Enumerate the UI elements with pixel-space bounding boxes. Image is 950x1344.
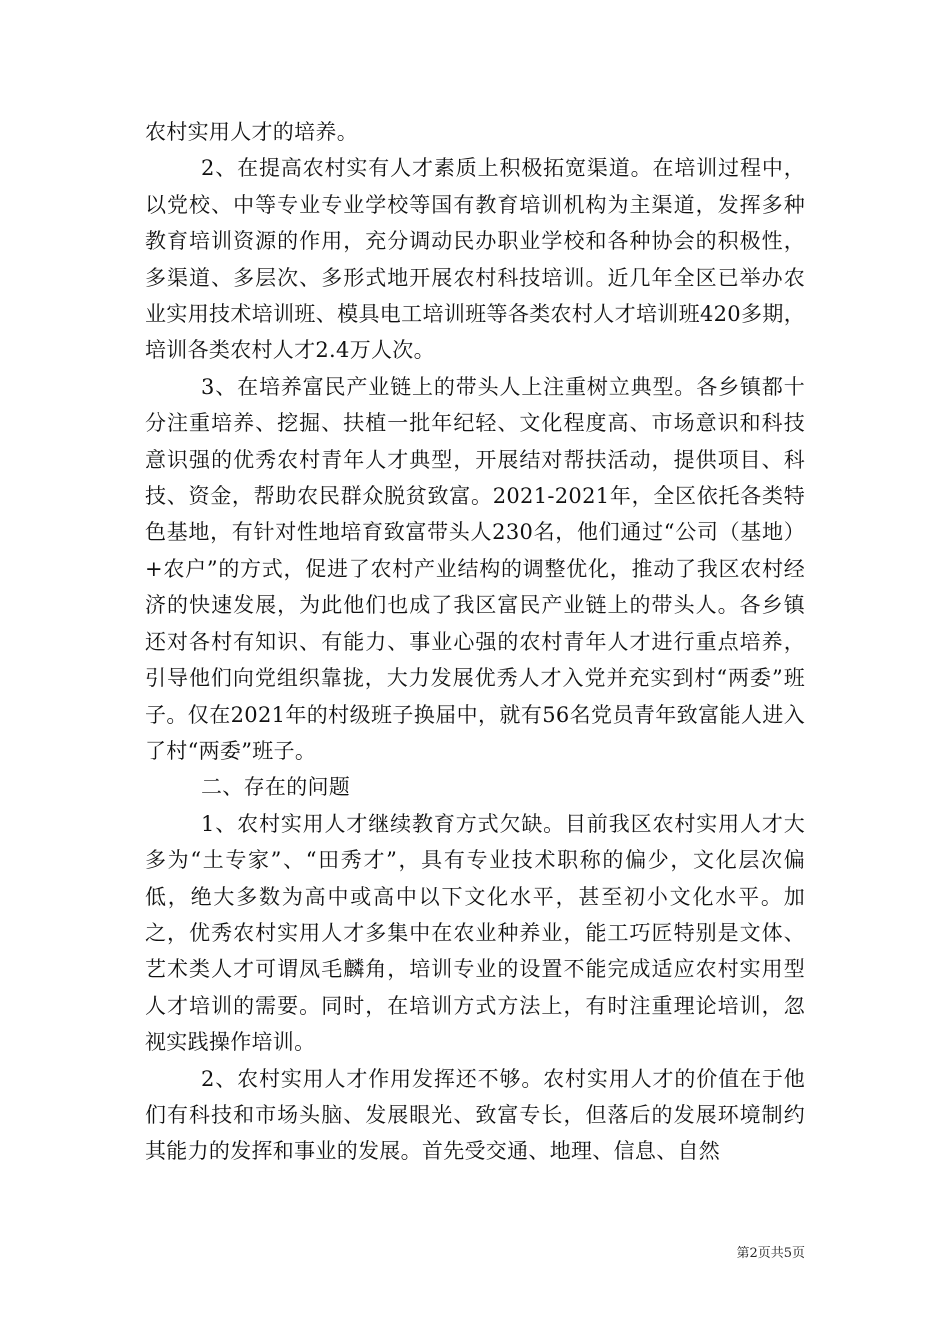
document-body — [145, 114, 805, 1170]
paragraph-continuation: 农村实用人才的培养。 — [145, 120, 358, 144]
paragraph-item-3-leaders: 3、在培养富民产业链上的带头人上注重树立典型。各乡镇都十分注重培养、挖掘、扶植一批年纪轻、文化程度高、市场意识和科技意识强的优秀农村青年人才典型，开展结对帮扶活动，提供项目、科技、资金，帮助农民群众脱贫致富。2021-2021年，全区依托各类特色基地，有针对性地培育致富带头人230名，他们通过“公司（基地）+农户”的方式，促进了农村产业结构的调整优化，推动了我区农村经济的快速发展，为此他们也成了我区富民产业链上的带头人。各乡镇还对各村有知识、有能力、事业心强的农村青年人才进行重点培养，引导他们向党组织靠拢，大力发展优秀人才入党并充实到村“两委”班子。仅在2021年的村级班子换届中，就有56名党员青年致富能人进入了村“两委”班子。 — [145, 374, 805, 763]
section-heading-problems: 二、存在的问题 — [201, 775, 351, 800]
paragraph-item-2-channels: 2、在提高农村实有人才素质上积极拓宽渠道。在培训过程中，以党校、中等专业专业学校等国有教育培训机构为主渠道，发挥多种教育培训资源的作用，充分调动民办职业学校和各种协会的积极性，多渠道、多层次、多形式地开展农村科技培训。近几年全区已举办农业实用技术培训班、模具电工培训班等各类农村人才培训班420多期，培训各类农村人才2.4万人次。 — [145, 156, 805, 363]
page-number: 第2页共5页 — [736, 1246, 805, 1261]
paragraph-problem-1: 1、农村实用人才继续教育方式欠缺。目前我区农村实用人才大多为“土专家”、“田秀才”，具有专业技术职称的偏少，文化层次偏低，绝大多数为高中或高中以下文化水平，甚至初小文化水平。加之，优秀农村实用人才多集中在农业种养业，能工巧匠特别是文体、艺术类人才可谓凤毛麟角，培训专业的设置不能完成适应农村实用型人才培训的需要。同时，在培训方式方法上，有时注重理论培训，忽视实践操作培训。 — [145, 811, 805, 1055]
paragraph-problem-2: 2、农村实用人才作用发挥还不够。农村实用人才的价值在于他们有科技和市场头脑、发展眼光、致富专长，但落后的发展环境制约其能力的发挥和事业的发展。首先受交通、地理、信息、自然 — [145, 1066, 805, 1164]
